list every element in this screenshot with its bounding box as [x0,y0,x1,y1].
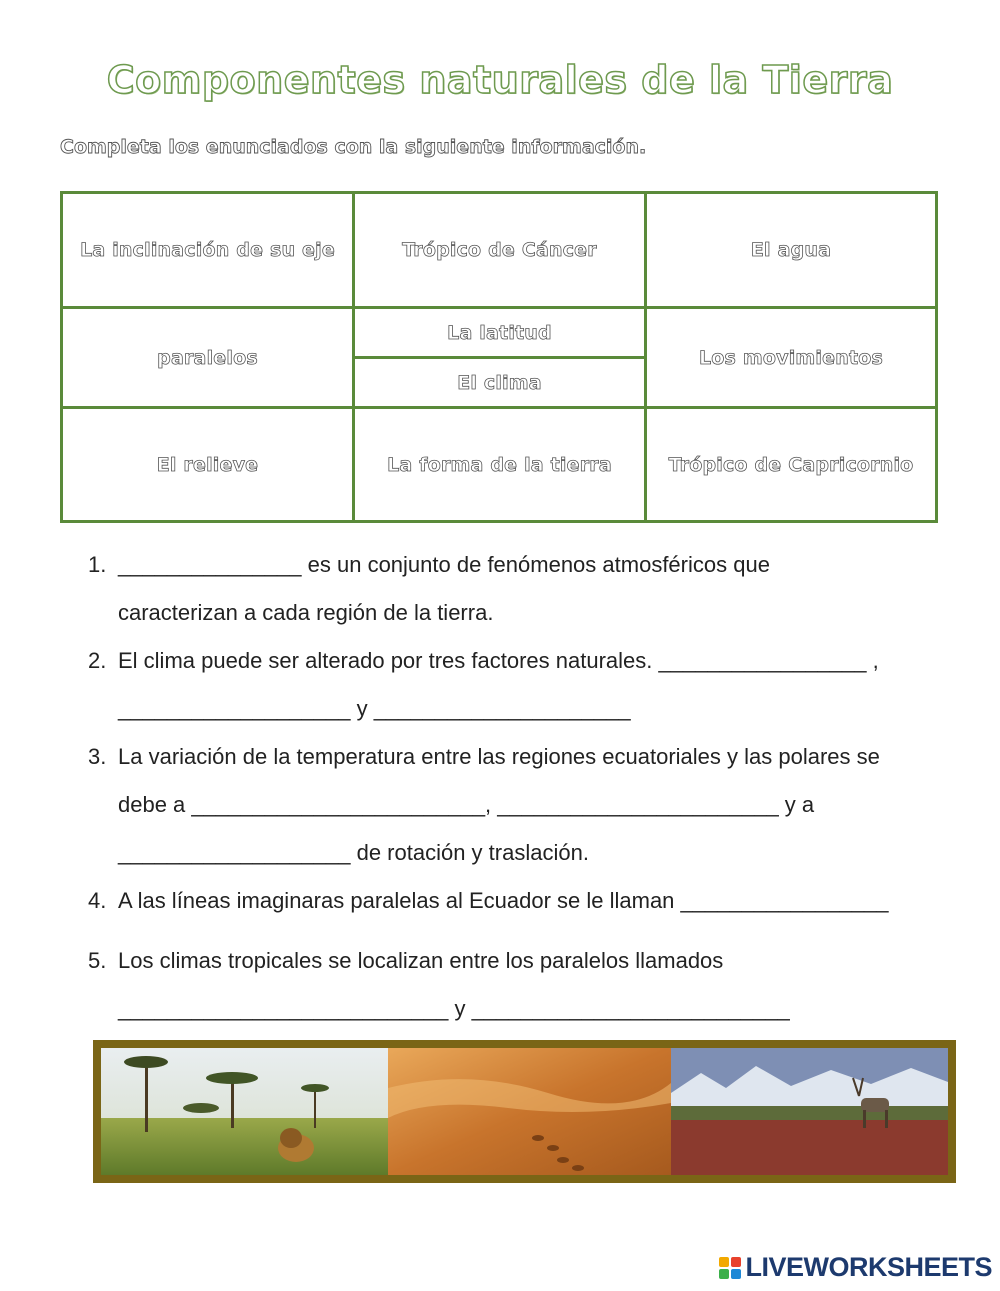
desert-image [388,1048,671,1175]
question-text[interactable]: ___________________________ y __________________________ [118,996,790,1021]
tundra-image [671,1048,948,1175]
word-bank-cell: La inclinación de su eje [80,239,335,261]
question-text: Los climas tropicales se localizan entre los paralelos llamados [118,948,724,973]
liveworksheets-logo[interactable] [719,1252,992,1283]
question-number: 1. [88,552,107,577]
word-bank-cell: La latitud [447,321,552,344]
logo-icon [719,1257,741,1279]
question-number: 3. [88,744,107,769]
word-bank-cell: El relieve [156,453,259,476]
question-text[interactable]: ___________________ de rotación y traslación. [118,840,589,865]
question-text[interactable]: debe a ________________________, _______________________ y a [118,792,815,817]
question-number: 4. [88,888,107,913]
worksheet-title: Componentes naturales de la Tierra [106,58,894,102]
climate-photo-strip [93,1040,956,1183]
savanna-image [101,1048,388,1175]
question-number: 2. [88,648,107,673]
word-bank-cell: La forma de la tierra [387,453,612,476]
question-text[interactable]: _______________ es un conjunto de fenómenos atmosféricos que [118,552,770,577]
word-bank-cell: El agua [750,239,832,261]
word-bank-cell: El clima [457,371,542,394]
question-text: La variación de la temperatura entre las regiones ecuatoriales y las polares se [118,744,880,769]
word-bank-table [60,191,938,523]
brand-name: LIVEWORKSHEETS [745,1252,992,1282]
instructions: Completa los enunciados con la siguiente información. [60,136,647,158]
question-text[interactable]: ___________________ y _____________________ [118,696,631,721]
word-bank-cell: Trópico de Capricornio [668,453,914,476]
question-number: 5. [88,948,107,973]
question-text[interactable]: El clima puede ser alterado por tres factores naturales. _________________ , [118,648,879,673]
question-text: caracterizan a cada región de la tierra. [118,600,494,625]
word-bank-cell: paralelos [157,346,258,369]
question-text[interactable]: A las líneas imaginaras paralelas al Ecuador se le llaman _________________ [118,888,889,913]
word-bank-cell: Trópico de Cáncer [402,239,597,261]
word-bank-cell: Los movimientos [698,346,883,369]
